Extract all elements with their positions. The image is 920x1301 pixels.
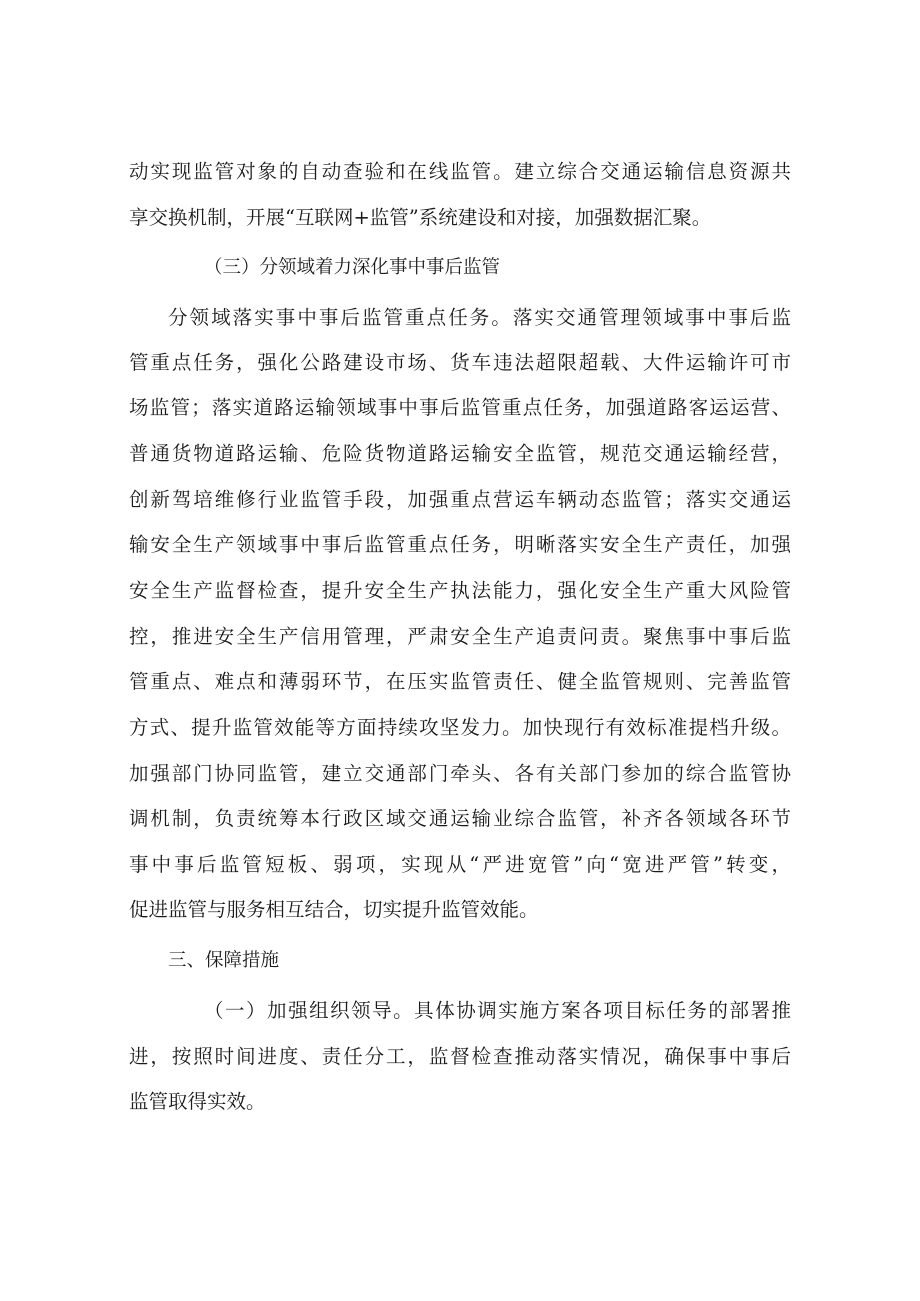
paragraph-line: 安全生产监督检查，提升安全生产执法能力，强化安全生产重大风险管 <box>129 579 791 602</box>
paragraph-line: 加强部门协同监管，建立交通部门牵头、各有关部门参加的综合监管协 <box>129 762 791 785</box>
paragraph-line: 创新驾培维修行业监管手段，加强重点营运车辆动态监管；落实交通运 <box>129 488 791 511</box>
paragraph-line: 场监管；落实道路运输领域事中事后监管重点任务，加强道路客运运营、 <box>129 396 791 419</box>
paragraph-line: 动实现监管对象的自动查验和在线监管。建立综合交通运输信息资源共 <box>129 160 791 183</box>
paragraph-line: （一）加强组织领导。具体协调实施方案各项目标任务的部署推 <box>204 999 791 1022</box>
paragraph-line: 管重点任务，强化公路建设市场、货车违法超限超载、大件运输许可市 <box>129 351 791 374</box>
paragraph-line: 事中事后监管短板、弱项，实现从“严进宽管”向“宽进严管”转变， <box>129 853 791 876</box>
section-heading: 三、保障措施 <box>168 950 280 971</box>
paragraph-line: 监管取得实效。 <box>129 1090 266 1113</box>
paragraph-line: 享交换机制，开展“互联网+监管”系统建设和对接，加强数据汇聚。 <box>129 206 712 229</box>
paragraph-line: 普通货物道路运输、危险货物道路运输安全监管，规范交通运输经营， <box>129 442 791 465</box>
paragraph-line: 促进监管与服务相互结合，切实提升监管效能。 <box>129 898 539 921</box>
section-heading: （三）分领域着力深化事中事后监管 <box>204 257 501 278</box>
paragraph-line: 输安全生产领域事中事后监管重点任务，明晰落实安全生产责任，加强 <box>129 533 791 556</box>
paragraph-line: 进，按照时间进度、责任分工，监督检查推动落实情况，确保事中事后 <box>129 1045 791 1068</box>
paragraph-line: 调机制，负责统筹本行政区域交通运输业综合监管，补齐各领域各环节 <box>129 807 791 830</box>
paragraph-line: 控，推进安全生产信用管理，严肃安全生产追责问责。聚焦事中事后监 <box>129 625 791 648</box>
paragraph-line: 方式、提升监管效能等方面持续攻坚发力。加快现行有效标准提档升级。 <box>129 716 791 739</box>
paragraph-line: 管重点、难点和薄弱环节，在压实监管责任、健全监管规则、完善监管 <box>129 670 791 693</box>
paragraph-line: 分领域落实事中事后监管重点任务。落实交通管理领域事中事后监 <box>168 306 791 329</box>
